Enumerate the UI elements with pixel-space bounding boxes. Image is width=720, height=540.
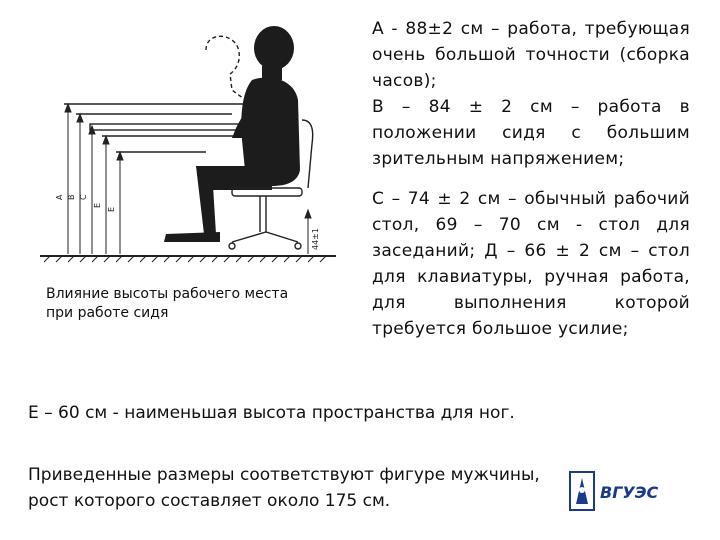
paragraph-c: С – 74 ± 2 см – обычный рабочий стол, 69 – 70 см - стол для заседаний; Д – 66 ± 2 см – стол для клавиатуры, ручная работа, для выполнения которой требуется большое усилие;: [372, 189, 690, 339]
dimension-label-b: B: [67, 194, 76, 200]
dimension-label-c: C: [79, 194, 88, 200]
caption-line-2: при работе сидя: [46, 305, 169, 321]
logo-text: ВГУЭС: [600, 483, 659, 502]
paragraph-e: Е – 60 см - наименьшая высота пространства для ног.: [28, 403, 515, 423]
workplace-height-illustration: [36, 20, 346, 270]
closing-note: [28, 462, 628, 514]
seated-figure: [164, 26, 300, 242]
dimension-label-a: A: [55, 194, 64, 200]
figure-caption: [46, 285, 336, 323]
vguesc-logo: [568, 470, 678, 512]
logo-emblem-icon: [570, 472, 594, 510]
seat-height-label: 44±1: [311, 228, 320, 250]
closing-line-2: рост которого составляет около 175 см.: [28, 491, 391, 511]
closing-line-1: Приведенные размеры соответствуют фигуре мужчины,: [28, 465, 540, 485]
paragraph-a: А - 88±2 см – работа, требующая очень большой точности (сборка часов);: [372, 19, 690, 91]
floor: [40, 256, 336, 262]
dimension-label-e2: E: [107, 206, 116, 212]
dimension-label-e1: E: [93, 202, 102, 208]
alternate-posture-outline: [206, 36, 248, 102]
table-height-descriptions: [372, 16, 690, 342]
paragraph-b: В – 84 ± 2 см – работа в положении сидя с большим зрительным напряжением;: [372, 97, 690, 169]
caption-line-1: Влияние высоты рабочего места: [46, 286, 289, 302]
